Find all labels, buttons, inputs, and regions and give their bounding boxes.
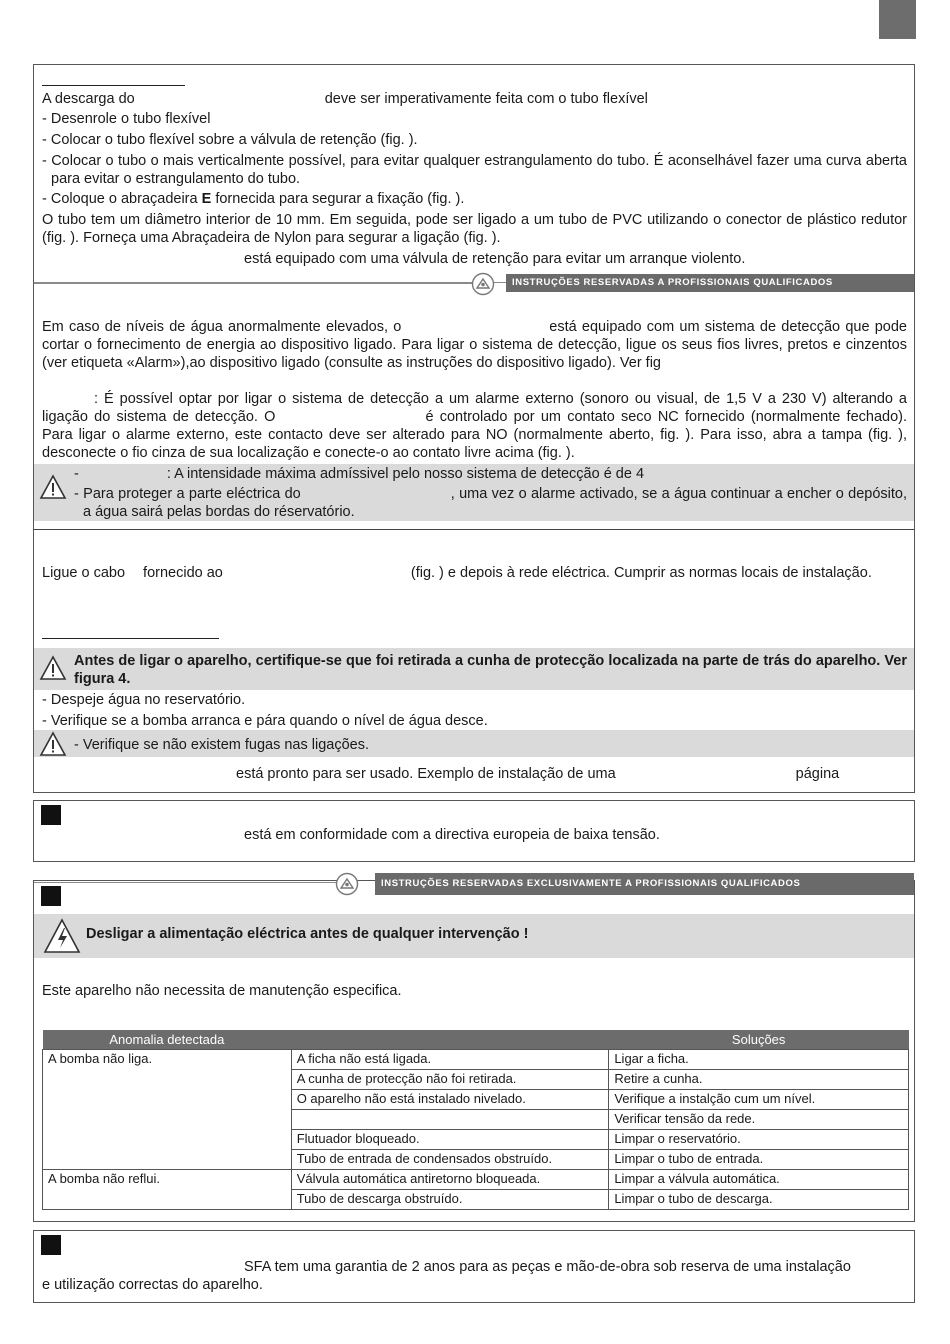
professional-icon <box>471 272 495 296</box>
text: - Para proteger a parte eléctrica do <box>74 486 301 502</box>
divider <box>34 529 914 530</box>
divider <box>34 282 474 284</box>
pro-banner: INSTRUÇÕES RESERVADAS A PROFISSIONAIS QUALIFICADOS <box>506 274 914 292</box>
fix-cell: Limpar o tubo de descarga. <box>609 1190 909 1210</box>
power-warning <box>34 914 914 958</box>
pro-banner: INSTRUÇÕES RESERVADAS EXCLUSIVAMENTE A PROFISSIONAIS QUALIFICADOS <box>375 873 914 895</box>
conformity-section <box>33 800 915 862</box>
heading-rule <box>42 85 185 86</box>
warning-icon <box>39 474 67 500</box>
step-vertical: - Colocar o tubo o mais verticalmente possível, para evitar qualquer estrangulamento do tubo. É aconselhável fazer uma curva aberta para evitar o estrangulamento do tubo. <box>42 153 907 187</box>
cause-cell: Tubo de entrada de condensados obstruído. <box>291 1150 609 1170</box>
electrical-text <box>42 564 907 582</box>
cause-cell: A ficha não está ligada. <box>291 1050 609 1070</box>
cause-cell: A cunha de protecção não foi retirada. <box>291 1070 609 1090</box>
section-marker <box>41 805 61 825</box>
leak-warning <box>34 730 914 757</box>
text: página <box>795 766 840 782</box>
warning-icon <box>39 655 67 681</box>
table-header <box>43 1030 909 1050</box>
page-tab <box>879 0 916 39</box>
installation-section <box>33 64 915 793</box>
text: - Coloque o abraçadeira <box>42 191 198 207</box>
maintenance-text: Este aparelho não necessita de manutenção especifica. <box>42 983 402 999</box>
fix-cell: Retire a cunha. <box>609 1070 909 1090</box>
warranty-section <box>33 1230 915 1303</box>
text: : A intensidade máxima admíssivel pelo nosso sistema de detecção é de 4 <box>166 466 645 482</box>
cause-cell: Tubo de descarga obstruído. <box>291 1190 609 1210</box>
fix-cell: Ligar a ficha. <box>609 1050 909 1070</box>
fix-cell: Limpar o tubo de entrada. <box>609 1150 909 1170</box>
heading-rule <box>42 638 219 639</box>
alarm-warning <box>34 464 914 521</box>
solutions-header: Soluções <box>609 1030 909 1050</box>
divider <box>34 882 339 883</box>
fix-cell: Limpar o reservatório. <box>609 1130 909 1150</box>
warranty-text-2: e utilização correctas do aparelho. <box>42 1277 263 1293</box>
table-row <box>43 1050 909 1070</box>
maintenance-section <box>33 880 915 1222</box>
tube-diameter-text: O tubo tem um diâmetro interior de 10 mm. Em seguida, pode ser ligado a um tubo de PVC utilizando o conector de plástico redutor (fig. ). Forneça uma Abraçadeira de Nylon para segurar a ligação (fig. ). <box>42 212 907 246</box>
warning-icon <box>39 731 67 757</box>
fix-cell: Verificar tensão da rede. <box>609 1110 909 1130</box>
cause-cell: Válvula automática antiretorno bloqueada. <box>291 1170 609 1190</box>
discharge-line <box>42 90 907 108</box>
step-unroll: - Desenrole o tubo flexível <box>42 111 211 127</box>
warranty-text-1: SFA tem uma garantia de 2 anos para as peças e mão-de-obra sob reserva de uma instalação <box>244 1259 851 1275</box>
power-warning-text: Desligar a alimentação eléctrica antes de qualquer intervenção ! <box>86 926 529 942</box>
text: E <box>201 191 212 207</box>
leak-warning-text: - Verifique se não existem fugas nas ligações. <box>74 737 369 753</box>
text: fornecido ao <box>143 565 223 581</box>
step-pour-water: - Despeje água no reservatório. <box>42 692 246 708</box>
text: deve ser imperativamente feita com o tubo flexível <box>324 91 648 107</box>
check-valve-text: está equipado com uma válvula de retenção para evitar um arranque violento. <box>244 251 746 267</box>
anomaly-cell: A bomba não reflui. <box>43 1170 292 1210</box>
text: Ligue o cabo <box>42 565 126 581</box>
alarm-text-2 <box>42 390 907 462</box>
text: : É possível optar por ligar o sistema de detecção a um alarme externo (sonoro ou visual, de 1,5 V a 230 V) alterando a ligação do sistema de detecção. O <box>42 391 907 425</box>
text: está pronto para ser usado. Exemplo de instalação de uma <box>236 766 616 782</box>
text: fornecida para segurar a fixação (fig. ). <box>215 191 465 207</box>
warn-current <box>74 465 907 483</box>
ready-text <box>236 765 907 783</box>
fix-cell: Limpar a válvula automática. <box>609 1170 909 1190</box>
text: , uma vez o alarme activado, se a água continuar a encher o depósito, a água sairá pelas bordas do réservatório. <box>83 486 907 520</box>
troubleshooting-table <box>42 1030 909 1210</box>
text: (fig. ) e depois à rede eléctrica. Cumprir as normas locais de instalação. <box>410 565 872 581</box>
text: - <box>74 466 79 482</box>
cause-cell <box>291 1110 609 1130</box>
fix-cell: Verifique a instalção cum um nível. <box>609 1090 909 1110</box>
electric-hazard-icon <box>43 918 81 954</box>
step-clamp <box>42 190 907 208</box>
startup-warning-text: Antes de ligar o aparelho, certifique-se que foi retirada a cunha de protecção localizada na parte de trás do aparelho. Ver figura 4. <box>74 653 907 687</box>
anomaly-header: Anomalia detectada <box>43 1030 292 1050</box>
text: Em caso de níveis de água anormalmente elevados, o <box>42 319 402 335</box>
text: A descarga do <box>42 91 135 107</box>
warn-overflow <box>74 485 907 521</box>
alarm-text-1 <box>42 318 907 372</box>
cause-cell: O aparelho não está instalado nivelado. <box>291 1090 609 1110</box>
section-marker <box>41 886 61 906</box>
professional-icon <box>335 872 359 896</box>
table-row <box>43 1170 909 1190</box>
anomaly-cell: A bomba não liga. <box>43 1050 292 1170</box>
conformity-text: está em conformidade com a directiva europeia de baixa tensão. <box>244 827 660 843</box>
section-marker <box>41 1235 61 1255</box>
startup-warning <box>34 648 914 690</box>
header-spacer <box>291 1030 609 1050</box>
cause-cell: Flutuador bloqueado. <box>291 1130 609 1150</box>
text: é controlado por um contato seco NC fornecido (normalmente fechado). Para ligar o alarme externo, este contacto deve ser alterado para NO (normalmente aberto, fig. ). Para isso, abra a tampa (fig. ), desconecte o fio cinza de sua localização e conecte-o ao contato livre acima (fig. ). <box>42 409 908 461</box>
step-check-pump: - Verifique se a bomba arranca e pára quando o nível de água desce. <box>42 713 488 729</box>
text: está equipado com um sistema de detecção que pode cortar o fornecimento de energia ao dispositivo ligado. Para ligar o sistema de detecção, ligue os seus fios livres, pretos e cinzentos (ver etiqueta «Alarm»),ao dispositivo ligado (consulte as instruções do dispositivo ligado). Ver fig <box>42 319 907 371</box>
step-place-tube: - Colocar o tubo flexível sobre a válvula de retenção (fig. ). <box>42 132 418 148</box>
